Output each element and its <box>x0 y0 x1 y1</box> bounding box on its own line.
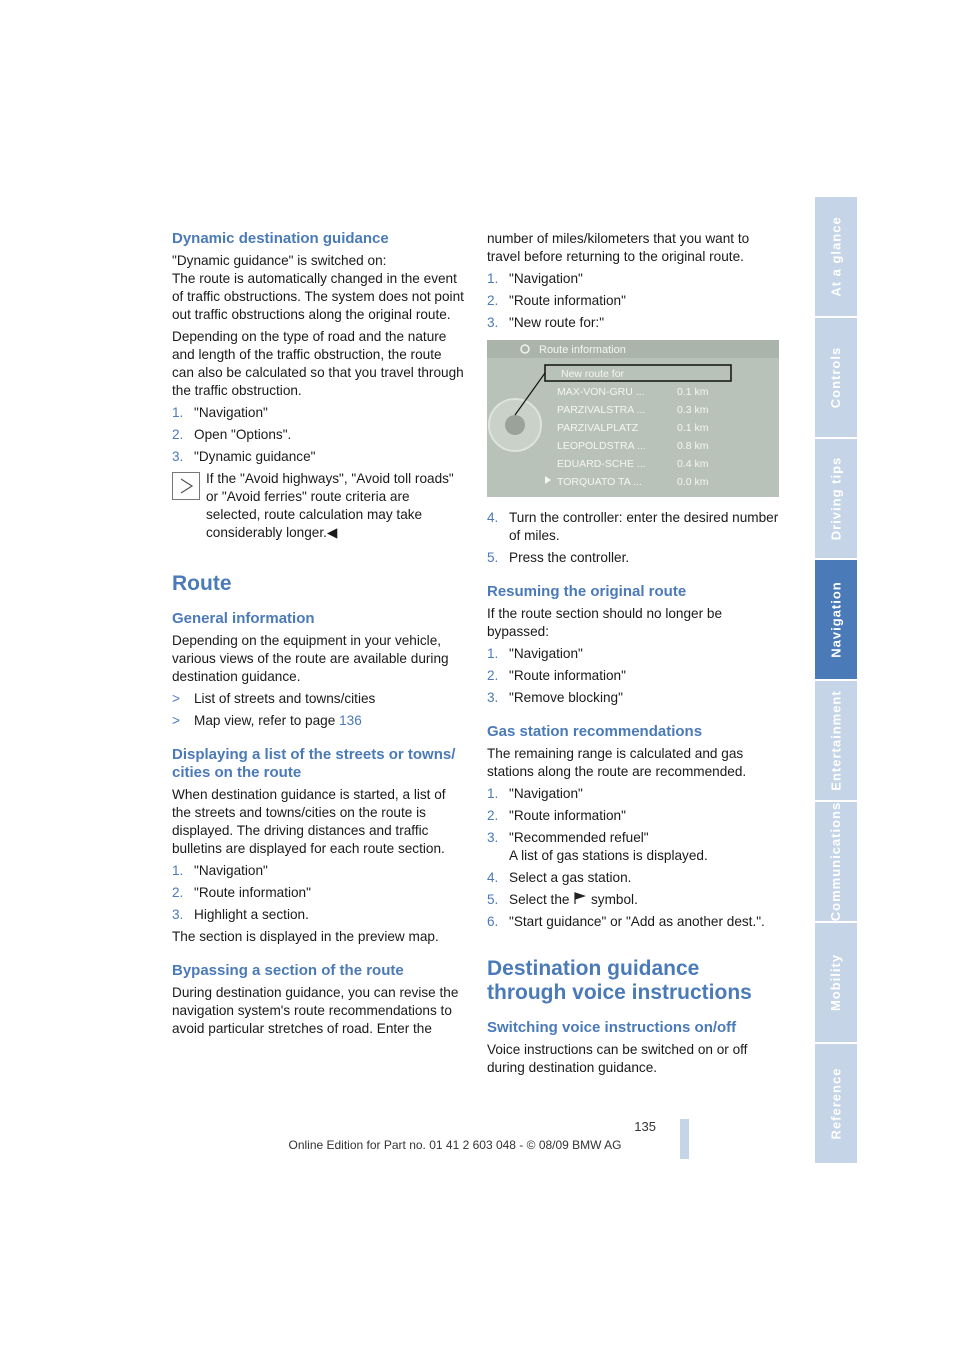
right-column <box>487 230 779 1081</box>
general-info-heading: General information <box>172 610 315 627</box>
bypass-step-5-text: Press the controller. <box>509 550 630 565</box>
gas-step-4-text: Select a gas station. <box>509 870 632 885</box>
gas-step-3: 3. "Recommended refuel" A list of gas stations is displayed. <box>487 830 708 863</box>
bypass-step-4-text: Turn the controller: enter the desired number of miles. <box>509 510 779 543</box>
display-step-3: 3. Highlight a section. <box>172 907 309 922</box>
resume-step-3: 3. "Remove blocking" <box>487 690 623 705</box>
dynamic-step-1-text: "Navigation" <box>194 405 268 420</box>
screen-title: Route information <box>539 344 626 356</box>
route-row-street: PARZIVALPLATZ <box>557 422 639 434</box>
gas-step-3-text: "Recommended refuel" <box>509 830 649 845</box>
resume-heading: Resuming the original route <box>487 583 687 600</box>
tab-communications[interactable] <box>815 802 857 921</box>
gas-step-6-text: "Start guidance" or "Add as another dest.". <box>509 914 765 929</box>
resume-step-1: 1. "Navigation" <box>487 646 583 661</box>
general-bullet-2: > Map view, refer to page 136 <box>172 713 362 728</box>
bypass-step-5: 5. Press the controller. <box>487 550 630 565</box>
tab-label: Driving tips <box>828 456 844 541</box>
tab-label: Reference <box>828 1067 844 1140</box>
bypass-paragraph-cont: number of miles/kilometers that you want to travel before returning to the original route. <box>487 231 750 264</box>
gas-step-6: 6. "Start guidance" or "Add as another dest.". <box>487 914 765 929</box>
tab-label: Entertainment <box>828 690 844 791</box>
dynamic-step-3: 3. "Dynamic guidance" <box>172 449 316 464</box>
page-marker-bar <box>680 1119 689 1159</box>
route-row-dist: 0.1 km <box>677 422 709 434</box>
resume-step-2: 2. "Route information" <box>487 668 626 683</box>
display-list-paragraph: When destination guidance is started, a list of the streets and towns/cities on the route is displayed. The driving distances and traffic bulletins are displayed for each route section. <box>172 787 446 856</box>
note-block <box>172 470 464 542</box>
dynamic-guidance-heading: Dynamic destination guidance <box>172 230 389 247</box>
bypass-step-3: 3. "New route for:" <box>487 315 605 330</box>
dynamic-step-2-text: Open "Options". <box>194 427 292 442</box>
new-route-header: New route for <box>561 368 625 380</box>
gas-step-5-text: Select the <box>509 892 574 907</box>
tab-label: At a glance <box>828 216 844 297</box>
gas-step-5-after: symbol. <box>587 892 638 907</box>
bypass-heading: Bypassing a section of the route <box>172 962 404 979</box>
gas-step-2: 2. "Route information" <box>487 808 626 823</box>
gas-step-4: 4. Select a gas station. <box>487 870 632 885</box>
note-text: If the "Avoid highways", "Avoid toll roads" or "Avoid ferries" route criteria are selected, route calculation may take considerably longer.◀ <box>206 471 454 540</box>
tab-label: Controls <box>828 346 844 409</box>
note-arrow-icon <box>172 472 200 500</box>
gas-step-5: 5. Select the symbol. <box>487 892 638 907</box>
display-step-2-text: "Route information" <box>194 885 311 900</box>
route-row-street: PARZIVALSTRA ... <box>557 404 646 416</box>
tab-entertainment[interactable] <box>815 681 857 800</box>
resume-step-3-text: "Remove blocking" <box>509 690 623 705</box>
switch-voice-paragraph: Voice instructions can be switched on or off during destination guidance. <box>487 1042 748 1075</box>
dynamic-guidance-intro-line1: "Dynamic guidance" is switched on: <box>172 253 387 268</box>
dynamic-guidance-paragraph: Depending on the type of road and the nature and length of the traffic obstruction, the route can also be calculated so that you travel through the traffic obstruction. <box>172 329 464 398</box>
route-row-street: EDUARD-SCHE ... <box>557 458 646 470</box>
route-row-dist: 0.4 km <box>677 458 709 470</box>
gas-heading: Gas station recommendations <box>487 723 703 740</box>
route-heading: Route <box>172 572 232 595</box>
gas-paragraph: The remaining range is calculated and gas stations along the route are recommended. <box>487 746 747 779</box>
bypass-step-2-text: "Route information" <box>509 293 626 308</box>
page-136-link[interactable]: 136 <box>339 713 362 728</box>
gas-step-1-text: "Navigation" <box>509 786 583 801</box>
general-bullet-1-text: List of streets and towns/cities <box>194 691 376 706</box>
route-row-dist: 0.3 km <box>677 404 709 416</box>
tab-label: Mobility <box>828 953 844 1012</box>
switch-voice-heading: Switching voice instructions on/off <box>487 1019 737 1036</box>
footer-edition: Online Edition for Part no. 01 41 2 603 048 - © 08/09 BMW AG <box>288 1138 622 1152</box>
dynamic-guidance-intro-line2: The route is automatically changed in the event of traffic obstructions. The system does not point out traffic obstructions along the original route. <box>172 271 464 322</box>
tab-at-a-glance[interactable] <box>815 197 857 316</box>
bypass-step-3-text: "New route for:" <box>509 315 605 330</box>
display-step-2: 2. "Route information" <box>172 885 311 900</box>
resume-step-2-text: "Route information" <box>509 668 626 683</box>
tab-navigation[interactable] <box>815 560 857 679</box>
resume-step-1-text: "Navigation" <box>509 646 583 661</box>
chapter-tabs <box>815 197 857 1160</box>
display-step-1-text: "Navigation" <box>194 863 268 878</box>
left-column <box>172 230 464 1042</box>
resume-paragraph: If the route section should no longer be bypassed: <box>487 606 723 639</box>
tab-label: Communications <box>828 801 844 922</box>
route-row-dist: 0.0 km <box>677 476 709 488</box>
general-bullet-1: > List of streets and towns/cities <box>172 691 376 706</box>
display-step-3-text: Highlight a section. <box>194 907 309 922</box>
controller-knob <box>505 415 525 435</box>
general-bullet-2-text: Map view, refer to page <box>194 713 340 728</box>
dynamic-step-2: 2. Open "Options". <box>172 427 292 442</box>
page-number: 135 <box>634 1119 656 1134</box>
display-list-paragraph-2: The section is displayed in the preview map. <box>172 929 439 944</box>
display-step-1: 1. "Navigation" <box>172 863 268 878</box>
tab-controls[interactable] <box>815 318 857 437</box>
route-row-street: TORQUATO TA ... <box>557 476 642 488</box>
tab-reference[interactable] <box>815 1044 857 1163</box>
bypass-step-4: 4. Turn the controller: enter the desired number of miles. <box>487 510 779 543</box>
route-row-dist: 0.8 km <box>677 440 709 452</box>
tab-driving-tips[interactable] <box>815 439 857 558</box>
gas-step-1: 1. "Navigation" <box>487 786 583 801</box>
dynamic-guidance-intro <box>172 252 464 324</box>
gas-step-3-sub: A list of gas stations is displayed. <box>509 848 708 863</box>
dynamic-step-3-text: "Dynamic guidance" <box>194 449 316 464</box>
gas-step-2-text: "Route information" <box>509 808 626 823</box>
general-info-paragraph: Depending on the equipment in your vehicle, various views of the route are available during destination guidance. <box>172 633 449 684</box>
route-row-street: LEOPOLDSTRA ... <box>557 440 646 452</box>
display-list-heading: Displaying a list of the streets or towns/ cities on the route <box>172 746 456 781</box>
bypass-paragraph: During destination guidance, you can revise the navigation system's route recommendations to avoid particular stretches of road. Enter the <box>172 985 459 1036</box>
destination-flag-icon <box>573 892 587 905</box>
bypass-step-1-text: "Navigation" <box>509 271 583 286</box>
bypass-step-2: 2. "Route information" <box>487 293 626 308</box>
voice-heading: Destination guidance through voice instructions <box>487 957 752 1004</box>
tab-mobility[interactable] <box>815 923 857 1042</box>
tab-label: Navigation <box>828 581 844 658</box>
route-row-street: MAX-VON-GRU ... <box>557 386 645 398</box>
route-row-dist: 0.1 km <box>677 386 709 398</box>
bypass-step-1: 1. "Navigation" <box>487 271 583 286</box>
dynamic-step-1: 1. "Navigation" <box>172 405 268 420</box>
route-information-screenshot <box>487 340 779 497</box>
